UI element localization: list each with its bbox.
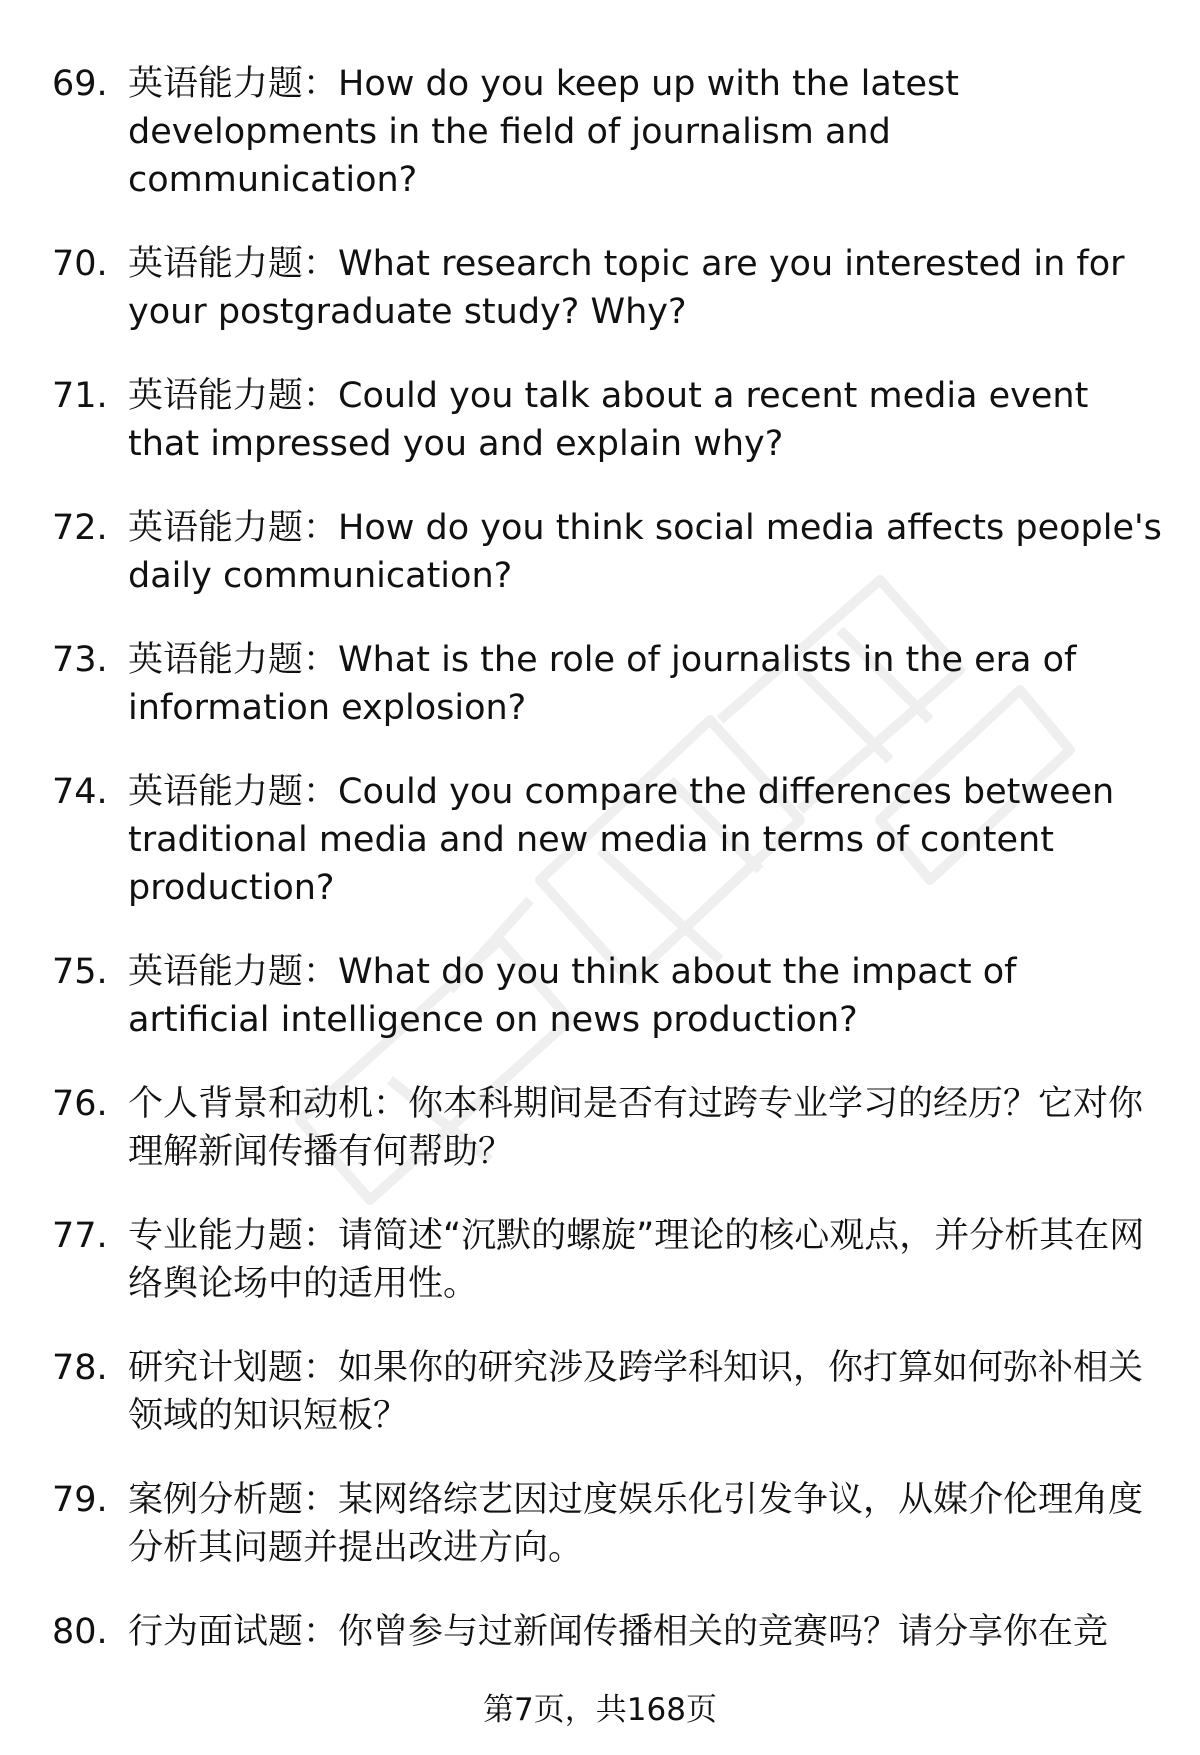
question-item-70 — [52, 240, 1162, 336]
question-item-73 — [52, 636, 1162, 732]
question-body — [128, 1080, 1162, 1176]
question-category: 英语能力题： — [128, 772, 339, 812]
question-list — [52, 60, 1162, 1692]
question-number: 77. — [52, 1216, 108, 1256]
question-body — [128, 1344, 1162, 1440]
question-number: 75. — [52, 952, 108, 992]
question-body — [128, 372, 1162, 468]
question-text: Could you compare the differences between traditional media and new media in terms of content production? — [128, 772, 1115, 908]
question-item-69 — [52, 60, 1162, 204]
question-category: 英语能力题： — [128, 244, 339, 284]
question-text: How do you think social media affects people's daily communication? — [128, 508, 1162, 596]
question-number: 69. — [52, 64, 108, 104]
question-text: 某网络综艺因过度娱乐化引发争议，从媒介伦理角度分析其问题并提出改进方向。 — [128, 1480, 1144, 1568]
question-number: 79. — [52, 1480, 108, 1520]
question-item-80 — [52, 1608, 1162, 1656]
question-text: What is the role of journalists in the era of information explosion? — [128, 640, 1077, 728]
question-number: 73. — [52, 640, 108, 680]
question-category: 英语能力题： — [128, 952, 339, 992]
question-body — [128, 1476, 1162, 1572]
question-item-79 — [52, 1476, 1162, 1572]
question-category: 案例分析题： — [128, 1480, 339, 1520]
question-category: 专业能力题： — [128, 1216, 339, 1256]
question-body — [128, 60, 1162, 204]
question-body — [128, 240, 1162, 336]
question-item-78 — [52, 1344, 1162, 1440]
question-category: 行为面试题： — [128, 1612, 339, 1652]
question-number: 74. — [52, 772, 108, 812]
question-item-76 — [52, 1080, 1162, 1176]
question-text: 请简述“沉默的螺旋”理论的核心观点，并分析其在网络舆论场中的适用性。 — [128, 1216, 1145, 1304]
question-body — [128, 1212, 1162, 1308]
question-number: 78. — [52, 1348, 108, 1388]
question-body — [128, 948, 1162, 1044]
question-item-72 — [52, 504, 1162, 600]
question-text: How do you keep up with the latest developments in the field of journalism and communication? — [128, 64, 959, 200]
question-body — [128, 1608, 1162, 1656]
question-category: 英语能力题： — [128, 640, 339, 680]
question-category: 英语能力题： — [128, 508, 339, 548]
question-item-74 — [52, 768, 1162, 912]
question-body — [128, 768, 1162, 912]
question-number: 80. — [52, 1612, 108, 1652]
question-text: Could you talk about a recent media event that impressed you and explain why? — [128, 376, 1089, 464]
question-category: 个人背景和动机： — [128, 1084, 409, 1124]
question-number: 76. — [52, 1084, 108, 1124]
page-number-footer: 第7页，共168页 — [483, 1692, 717, 1728]
question-text: 你本科期间是否有过跨专业学习的经历？它对你理解新闻传播有何帮助？ — [128, 1084, 1144, 1172]
question-item-77 — [52, 1212, 1162, 1308]
question-body — [128, 504, 1162, 600]
question-category: 研究计划题： — [128, 1348, 339, 1388]
question-category: 英语能力题： — [128, 376, 339, 416]
question-text: 如果你的研究涉及跨学科知识，你打算如何弥补相关领域的知识短板？ — [128, 1348, 1144, 1436]
question-body — [128, 636, 1162, 732]
question-category: 英语能力题： — [128, 64, 339, 104]
question-number: 71. — [52, 376, 108, 416]
question-number: 72. — [52, 508, 108, 548]
question-text: What research topic are you interested in for your postgraduate study? Why? — [128, 244, 1125, 332]
question-number: 70. — [52, 244, 108, 284]
question-item-71 — [52, 372, 1162, 468]
question-item-75 — [52, 948, 1162, 1044]
question-text: What do you think about the impact of artificial intelligence on news production? — [128, 952, 1017, 1040]
question-text: 你曾参与过新闻传播相关的竞赛吗？请分享你在竞 — [338, 1612, 1109, 1652]
